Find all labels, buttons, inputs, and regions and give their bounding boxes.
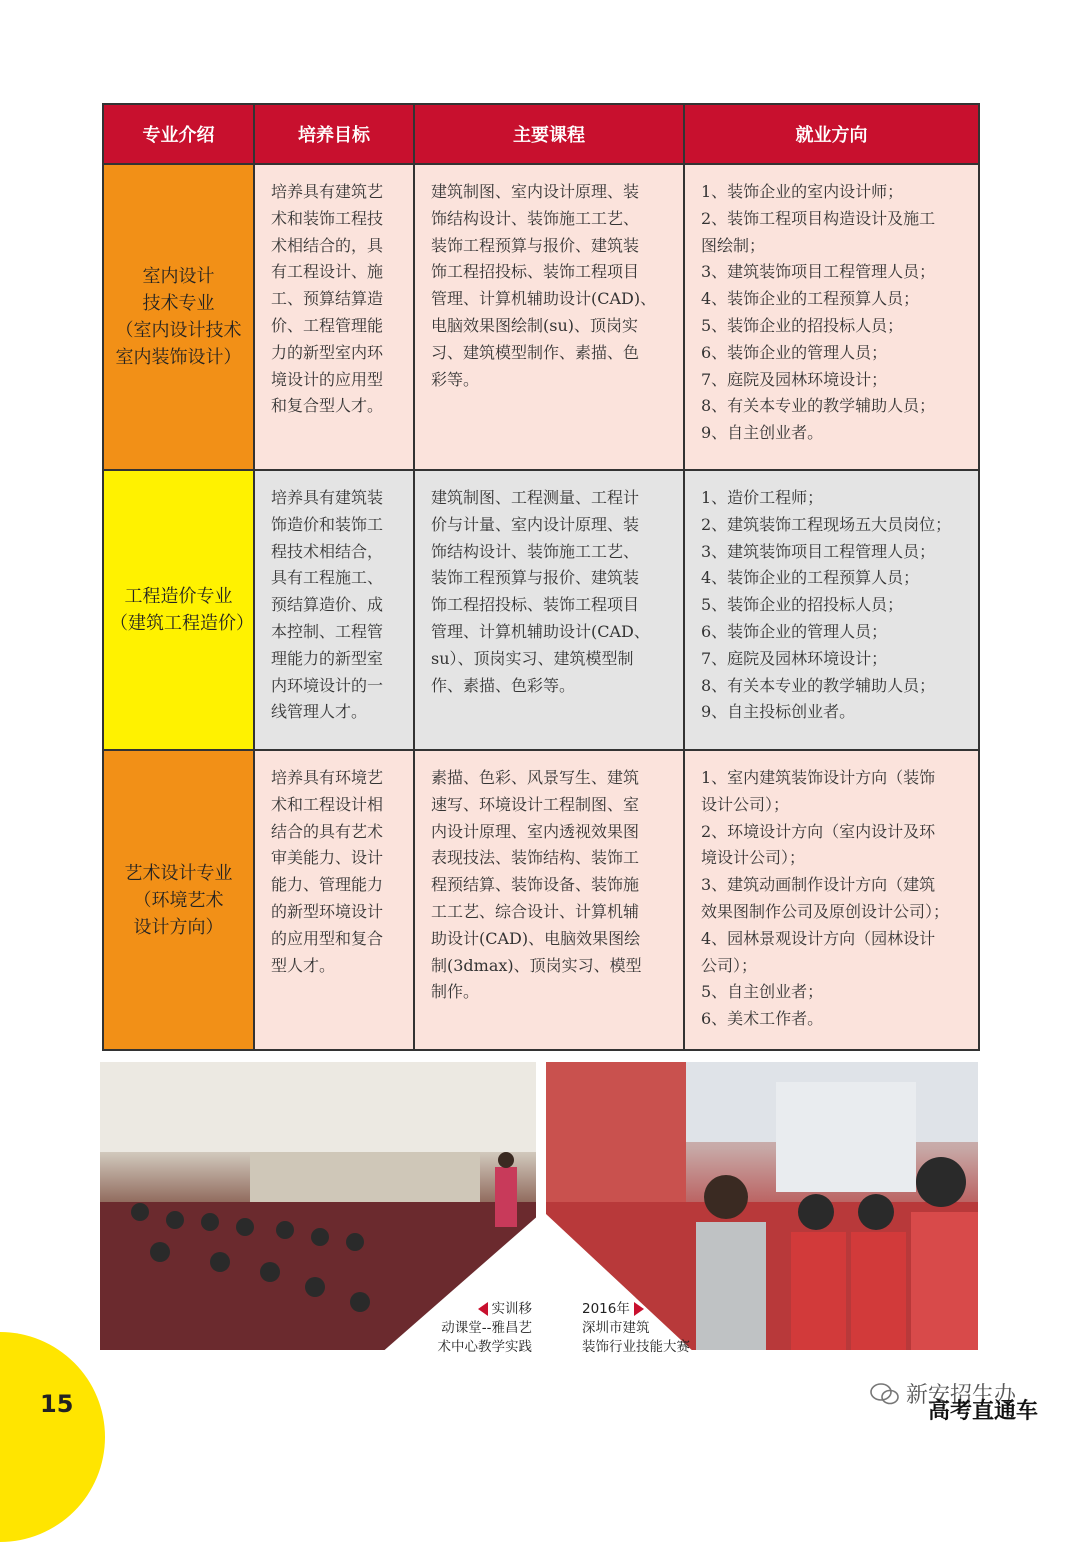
cell-text-line: 彩等。 <box>431 369 480 389</box>
cell-text-line: 内设计原理、室内透视效果图 <box>431 821 640 841</box>
cell-text-line: 结合的具有艺术 <box>271 821 384 841</box>
cell-text-line: 装饰工程预算与报价、建筑装 <box>431 235 640 255</box>
goal-cell <box>254 164 414 470</box>
cell-text-line: 6、装饰企业的管理人员； <box>701 621 888 641</box>
cell-text-line: 7、庭院及园林环境设计； <box>701 369 888 389</box>
cell-text-line: 预结算造价、成 <box>271 595 384 615</box>
caption-line: 术中心教学实践 <box>437 1339 532 1355</box>
cell-text-line: 线管理人才。 <box>271 702 368 722</box>
photo2-caption <box>582 1300 712 1357</box>
cell-text-line: 设计公司）； <box>701 794 790 814</box>
arrow-left-icon <box>478 1302 488 1316</box>
cell-text-line: 本控制、工程管 <box>271 621 384 641</box>
cell-text-line: 饰结构设计、装饰施工工艺、 <box>431 208 640 228</box>
brand-line1: 新安招生办 <box>906 1383 1017 1408</box>
cell-text-line: 5、自主创业者； <box>701 982 824 1002</box>
cell-text-line: 价、工程管理能 <box>271 315 384 335</box>
caption-line: 2016年 <box>582 1301 630 1317</box>
cell-text-line: 艺术设计专业 <box>124 862 233 884</box>
cell-text-line: 的应用型和复合 <box>271 928 384 948</box>
cell-text-line: 2、建筑装饰工程现场五大员岗位； <box>701 514 952 534</box>
cell-text-line: 的新型环境设计 <box>271 901 384 921</box>
cell-text-line: 管理、计算机辅助设计(CAD、 <box>431 621 650 641</box>
wechat-icon <box>870 1382 900 1406</box>
caption-line: 实训移 <box>491 1301 532 1317</box>
cell-text-line: 境设计的应用型 <box>271 369 384 389</box>
cell-text-line: 建筑制图、工程测量、工程计 <box>431 488 640 507</box>
cell-text-line: 8、有关本专业的教学辅助人员； <box>701 675 936 695</box>
cell-text-line: 管理、计算机辅助设计(CAD)、 <box>431 289 657 309</box>
header-main-courses: 主要课程 <box>414 104 684 164</box>
cell-text-line: 培养具有建筑艺 <box>271 182 384 201</box>
cell-text-line: （室内设计技术 <box>115 320 242 341</box>
caption-line: 装饰行业技能大赛 <box>582 1339 690 1355</box>
cell-text-line: 饰工程招投标、装饰工程项目 <box>431 595 640 615</box>
cell-text-line: 速写、环境设计工程制图、室 <box>431 794 640 814</box>
cell-text-line: 习、建筑模型制作、素描、色 <box>431 342 640 362</box>
wechat-watermark <box>870 1378 1070 1428</box>
cell-text-line: 4、装饰企业的工程预算人员； <box>701 568 920 588</box>
cell-text-line: 制(3dmax)、顶岗实习、模型 <box>431 955 642 975</box>
brand-line2: 高考直通车 <box>928 1399 1039 1424</box>
cell-text-line: 图绘制； <box>701 235 766 255</box>
goal-cell <box>254 750 414 1050</box>
header-employment: 就业方向 <box>684 104 979 164</box>
cell-text-line: 5、装饰企业的招投标人员； <box>701 595 904 615</box>
cell-text-line: 9、自主投标创业者。 <box>701 702 856 722</box>
page-number: 15 <box>40 1390 74 1418</box>
cell-text-line: 制作。 <box>431 982 480 1002</box>
caption-line: 动课堂--雅昌艺 <box>441 1320 532 1336</box>
cell-text-line: 3、建筑装饰项目工程管理人员； <box>701 262 936 282</box>
courses-cell <box>414 750 684 1050</box>
goal-cell <box>254 470 414 750</box>
cell-text-line: 1、室内建筑装饰设计方向（装饰 <box>701 768 936 787</box>
header-training-goal: 培养目标 <box>254 104 414 164</box>
cell-text-line: 术和工程设计相 <box>271 794 384 814</box>
cell-text-line: 饰结构设计、装饰施工工艺、 <box>431 541 640 561</box>
table-header-row <box>103 104 979 164</box>
cell-text-line: 价与计量、室内设计原理、装 <box>431 514 640 534</box>
cell-text-line: 装饰工程预算与报价、建筑装 <box>431 568 640 588</box>
cell-text-line: 6、美术工作者。 <box>701 1009 824 1029</box>
header-major-intro: 专业介绍 <box>103 104 254 164</box>
cell-text-line: （建筑工程造价） <box>110 613 254 634</box>
cell-text-line: （环境艺术 <box>133 889 224 911</box>
cell-text-line: 助设计(CAD)、电脑效果图绘 <box>431 928 641 948</box>
cell-text-line: 室内装饰设计） <box>115 347 242 368</box>
cell-text-line: 作、素描、色彩等。 <box>431 675 576 695</box>
jobs-cell <box>684 750 979 1050</box>
jobs-cell <box>684 164 979 470</box>
cell-text-line: 2、装饰工程项目构造设计及施工 <box>701 208 936 228</box>
cell-text-line: 内环境设计的一 <box>271 675 384 695</box>
cell-text-line: 工程造价专业 <box>124 586 233 607</box>
cell-text-line: 7、庭院及园林环境设计； <box>701 648 888 668</box>
majors-table <box>102 103 980 1051</box>
cell-text-line: 建筑制图、室内设计原理、装 <box>431 182 640 201</box>
cell-text-line: 效果图制作公司及原创设计公司）； <box>701 901 950 921</box>
cell-text-line: 室内设计 <box>142 266 215 287</box>
courses-cell <box>414 164 684 470</box>
cell-text-line: 6、装饰企业的管理人员； <box>701 342 888 362</box>
cell-text-line: 表现技法、装饰结构、装饰工 <box>431 848 640 868</box>
cell-text-line: 公司）； <box>701 955 758 975</box>
cell-text-line: 饰造价和装饰工 <box>271 514 384 534</box>
cell-text-line: 4、装饰企业的工程预算人员； <box>701 289 920 309</box>
table-row <box>103 750 979 1050</box>
cell-text-line: 2、环境设计方向（室内设计及环 <box>701 821 936 841</box>
cell-text-line: 5、装饰企业的招投标人员； <box>701 315 904 335</box>
cell-text-line: 理能力的新型室 <box>271 648 384 668</box>
cell-text-line: 工、预算结算造 <box>271 289 384 309</box>
cell-text-line: 饰工程招投标、装饰工程项目 <box>431 262 640 282</box>
cell-text-line: 和复合型人才。 <box>271 396 384 416</box>
cell-text-line: 工工艺、综合设计、计算机辅 <box>431 901 640 921</box>
cell-text-line: 素描、色彩、风景写生、建筑 <box>431 768 640 787</box>
cell-text-line: 设计方向） <box>133 916 224 938</box>
cell-text-line: 境设计公司）； <box>701 848 806 868</box>
cell-text-line: 力的新型室内环 <box>271 342 384 362</box>
major-cell <box>103 750 254 1050</box>
caption-line: 深圳市建筑 <box>582 1320 650 1336</box>
cell-text-line: 有工程设计、施 <box>271 262 384 282</box>
arrow-right-icon <box>634 1302 644 1316</box>
cell-text-line: 程预结算、装饰设备、装饰施 <box>431 875 640 895</box>
cell-text-line: 培养具有建筑装 <box>271 488 384 507</box>
cell-text-line: 8、有关本专业的教学辅助人员； <box>701 396 936 416</box>
cell-text-line: 9、自主创业者。 <box>701 423 824 443</box>
cell-text-line: 3、建筑动画制作设计方向（建筑 <box>701 875 936 895</box>
table-row <box>103 164 979 470</box>
major-cell <box>103 164 254 470</box>
cell-text-line: 审美能力、设计 <box>271 848 384 868</box>
cell-text-line: 1、装饰企业的室内设计师； <box>701 182 904 201</box>
courses-cell <box>414 470 684 750</box>
cell-text-line: 术相结合的，具 <box>271 235 384 255</box>
cell-text-line: 1、造价工程师； <box>701 488 824 507</box>
cell-text-line: 型人才。 <box>271 955 336 975</box>
photo1-caption <box>402 1300 532 1357</box>
cell-text-line: 3、建筑装饰项目工程管理人员； <box>701 541 936 561</box>
cell-text-line: 程技术相结合， <box>271 541 384 561</box>
major-cell <box>103 470 254 750</box>
jobs-cell <box>684 470 979 750</box>
cell-text-line: 术和装饰工程技 <box>271 208 384 228</box>
cell-text-line: 能力、管理能力 <box>271 875 384 895</box>
cell-text-line: 培养具有环境艺 <box>271 768 384 787</box>
cell-text-line: 技术专业 <box>142 293 215 314</box>
cell-text-line: 4、园林景观设计方向（园林设计 <box>701 928 936 948</box>
page-number-badge <box>0 1332 105 1542</box>
table-row <box>103 470 979 750</box>
cell-text-line: su）、顶岗实习、建筑模型制 <box>431 648 634 668</box>
cell-text-line: 具有工程施工、 <box>271 568 384 588</box>
cell-text-line: 电脑效果图绘制(su)、顶岗实 <box>431 315 639 335</box>
